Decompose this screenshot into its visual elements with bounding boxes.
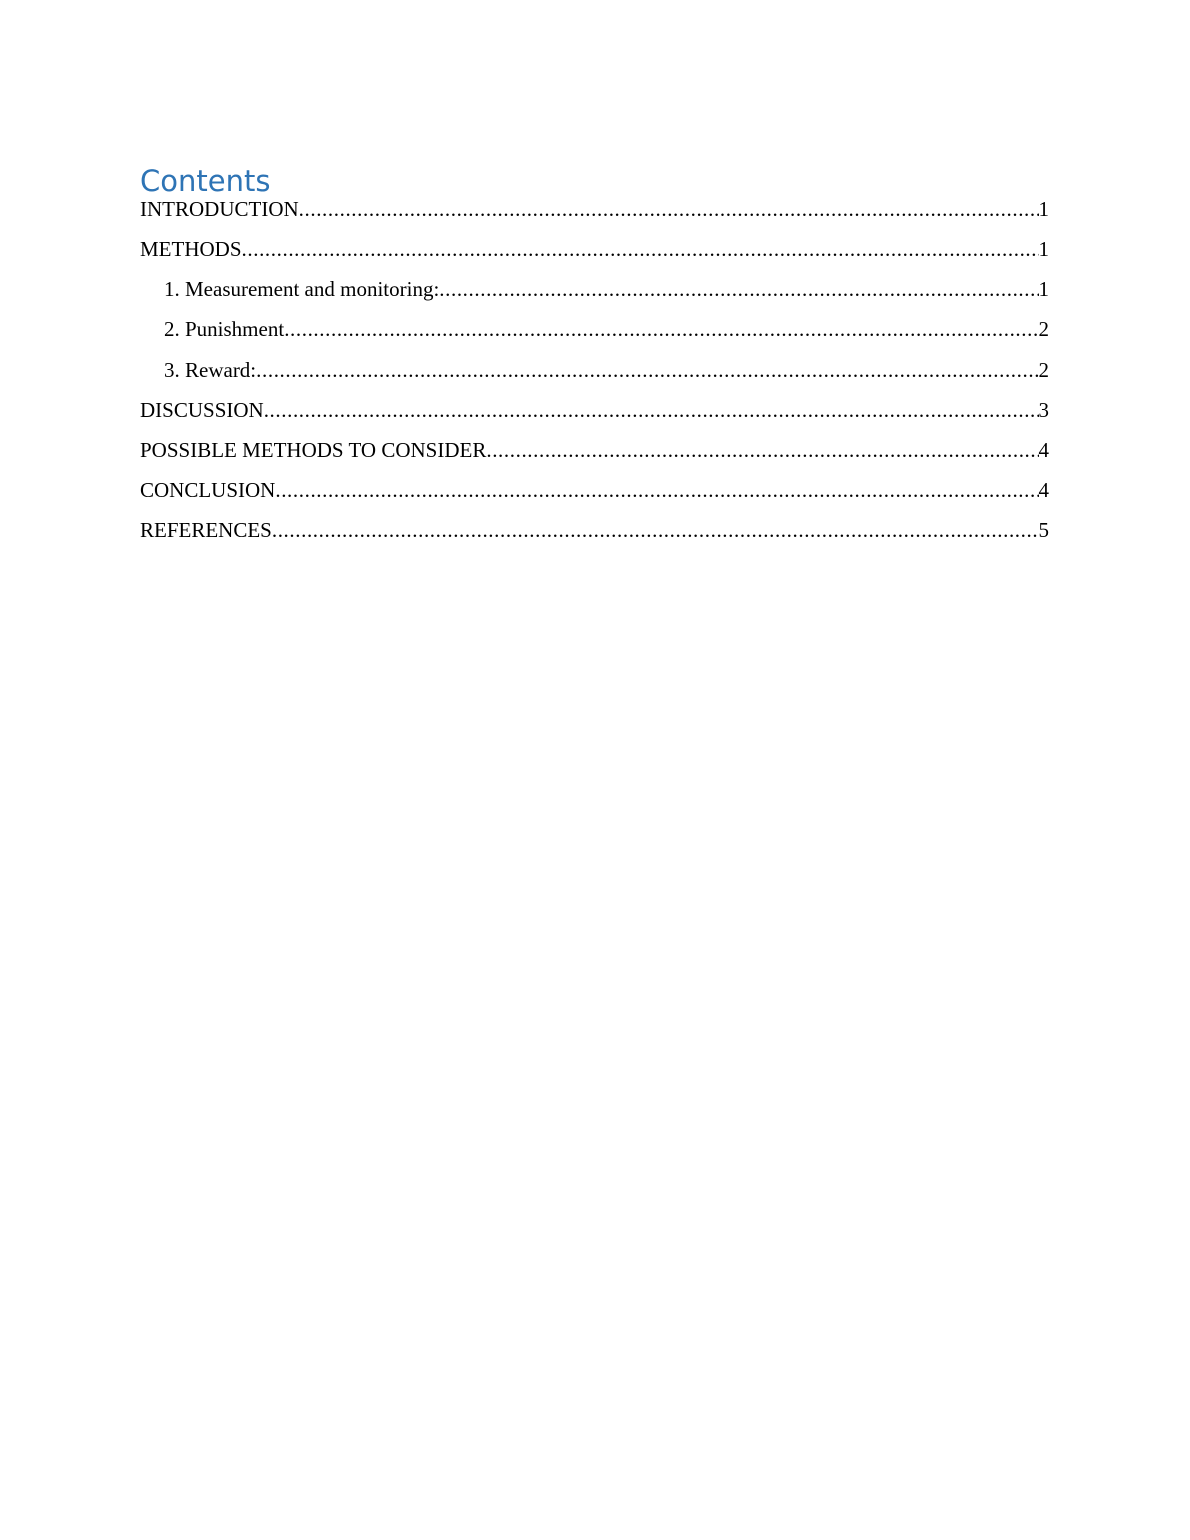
toc-entry-title: 3. Reward: xyxy=(164,357,257,382)
toc-entry-page-number: 2 xyxy=(1038,317,1049,342)
toc-dot-leader xyxy=(284,317,1038,342)
toc-entry-introduction[interactable] xyxy=(140,197,1049,237)
toc-entry-page-number: 1 xyxy=(1038,197,1049,221)
toc-heading: Contents xyxy=(140,164,271,198)
toc-entry-title: 1. Measurement and monitoring: xyxy=(164,277,440,302)
toc-entry-title: DISCUSSION xyxy=(140,397,264,422)
toc-entry-possible-methods-to-consider[interactable] xyxy=(140,438,1049,478)
toc-entry-page-number: 4 xyxy=(1038,437,1049,462)
toc-dot-leader xyxy=(439,277,1038,302)
toc-dot-leader xyxy=(264,398,1039,423)
toc-entry-page-number: 3 xyxy=(1038,397,1049,422)
toc-entry-page-number: 1 xyxy=(1038,277,1049,302)
toc-dot-leader xyxy=(299,197,1039,222)
toc-entry-discussion[interactable] xyxy=(140,398,1049,438)
toc-dot-leader xyxy=(256,358,1038,383)
toc-dot-leader xyxy=(242,237,1039,262)
toc-entry-reward[interactable] xyxy=(140,358,1049,398)
toc-entry-title: 2. Punishment xyxy=(164,317,285,342)
toc-entry-references[interactable] xyxy=(140,518,1049,558)
toc-entry-title: POSSIBLE METHODS TO CONSIDER xyxy=(140,437,487,462)
toc-entry-punishment[interactable] xyxy=(140,317,1049,357)
toc-entry-page-number: 5 xyxy=(1038,518,1049,543)
toc-dot-leader xyxy=(275,478,1038,503)
toc-entry-measurement-and-monitoring[interactable] xyxy=(140,277,1049,317)
toc-entry-title: METHODS xyxy=(140,237,242,261)
toc-dot-leader xyxy=(486,438,1038,463)
toc-entry-conclusion[interactable] xyxy=(140,478,1049,518)
toc-list xyxy=(140,197,1049,559)
toc-entry-methods[interactable] xyxy=(140,237,1049,277)
toc-entry-page-number: 1 xyxy=(1038,237,1049,261)
toc-entry-page-number: 2 xyxy=(1038,357,1049,382)
toc-entry-title: INTRODUCTION xyxy=(140,197,299,221)
toc-entry-page-number: 4 xyxy=(1038,478,1049,503)
toc-dot-leader xyxy=(272,518,1039,543)
toc-entry-title: REFERENCES xyxy=(140,518,272,543)
toc-entry-title: CONCLUSION xyxy=(140,478,276,503)
table-of-contents xyxy=(140,162,1049,559)
